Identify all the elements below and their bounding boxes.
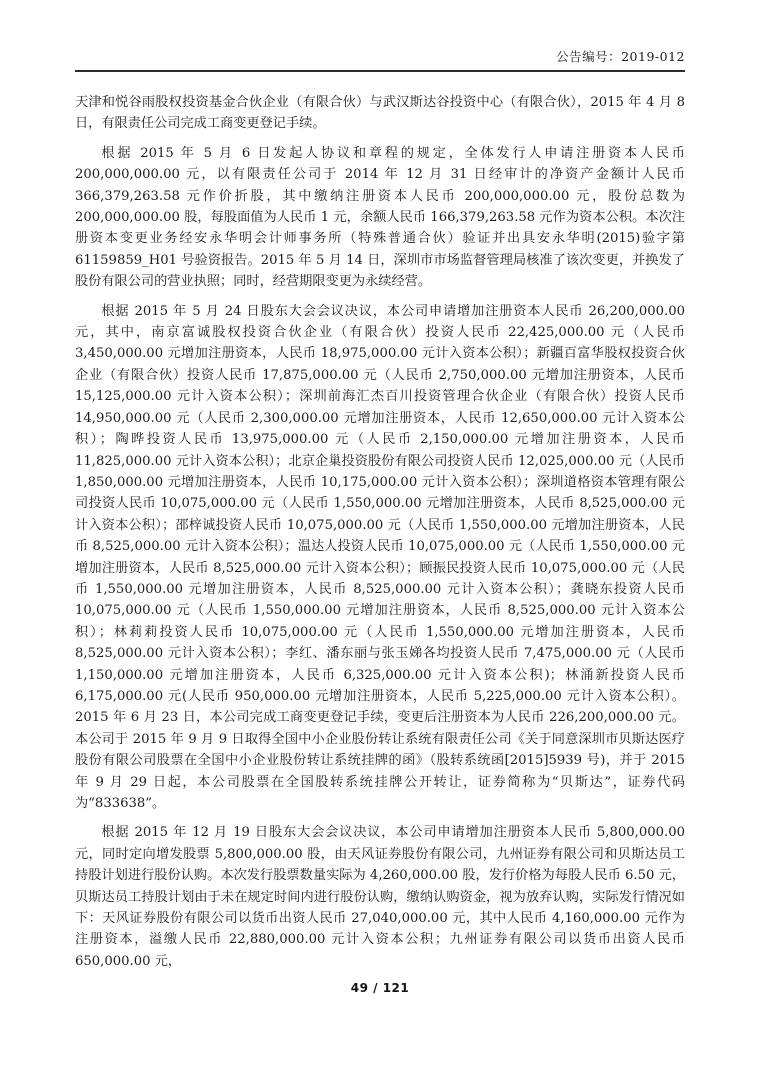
document-body bbox=[75, 92, 685, 980]
paragraph-capital-registration: 根据 2015 年 5 月 6 日发起人协议和章程的规定，全体发行人申请注册资本人民币 200,000,000.00 元，以有限责任公司于 2014 年 12 月 31 日经审计的净资产金额计人民币 366,379,263.58 元作价折股，其中缴纳注册资本人民币 200,000,000.00 元，股份总数为 200,000,000.00 股，每股面值为人民币 1 元，余额人民币 166,379,263.58 元作为资本公积。本次注册资本变更业务经安永华明会计师事务所（特殊普通合伙）验证并出具安永华明(2015)验字第 61159859_H01 号验资报告。2015 年 5 月 14 日，深圳市市场监督管理局核准了该次变更，并换发了股份有限公司的营业执照；同时，经营期限变更为永续经营。 bbox=[75, 145, 685, 290]
paragraph-capital-increase-2015-12: 根据 2015 年 12 月 19 日股东大会会议决议，本公司申请增加注册资本人民币 5,800,000.00 元，同时定向增发股票 5,800,000.00 股，由天风证券股份有限公司，九州证券有限公司和贝斯达员工持股计划进行股份认购。本次发行股票数量实际为 4,260,000.00 股，发行价格为每股人民币 6.50 元，贝斯达员工持股计划由于未在规定时间内进行股份认购，缴纳认购资金，视为放弃认购，实际发行情况如下：天风证券股份有限公司以货币出资人民币 27,040,000.00 元，其中人民币 4,160,000.00 元作为注册资本，溢缴人民币 22,880,000.00 元计入资本公积；九州证券有限公司以货币出资人民币 650,000.00 元， bbox=[75, 825, 685, 969]
paragraph-change-registration: 天津和悦谷雨股权投资基金合伙企业（有限合伙）与武汉斯达谷投资中心（有限合伙），2015 年 4 月 8 日，有限责任公司完成工商变更登记手续。 bbox=[75, 95, 685, 132]
announcement-number: 公告编号：2019-012 bbox=[556, 49, 685, 64]
paragraph-capital-increase-2015-05: 根据 2015 年 5 月 24 日股东大会会议决议，本公司申请增加注册资本人民币 26,200,000.00 元，其中，南京富诚股权投资合伙企业（有限合伙）投资人民币 22,425,000.00 元（人民币 3,450,000.00 元增加注册资本，人民币 18,975,000.00 元计入资本公积）；新疆百富华股权投资合伙企业（有限合伙）投资人民币 17,875,000.00 元（人民币 2,750,000.00 元增加注册资本，人民币 15,125,000.00 元计入资本公积）；深圳前海汇杰百川投资管理合伙企业（有限合伙）投资人民币 14,950,000.00 元（人民币 2,300,000.00 元增加注册资本，人民币 12,650,000.00 元计入资本公积）；陶晔投资人民币 13,975,000.00 元（人民币 2,150,000.00 元增加注册资本，人民币 11,825,000.00 元计入资本公积）；北京企巢投资股份有限公司投资人民币 12,025,000.00 元（人民币 1,850,000.00 元增加注册资本，人民币 10,175,000.00 元计入资本公积）；深圳道格资本管理有限公司投资人民币 10,075,000.00 元（人民币 1,550,000.00 元增加注册资本，人民币 8,525,000.00 元计入资本公积）；邵梓诚投资人民币 10,075,000.00 元（人民币 1,550,000.00 元增加注册资本，人民币 8,525,000.00 元计入资本公积）；温达人投资人民币 10,075,000.00 元（人民币 1,550,000.00 元增加注册资本，人民币 8,525,000.00 元计入资本公积）；顾振民投资人民币 10,075,000.00 元（人民币 1,550,000.00 元增加注册资本，人民币 8,525,000.00 元计入资本公积）；龚晓东投资人民币 10,075,000.00 元（人民币 1,550,000.00 元增加注册资本，人民币 8,525,000.00 元计入资本公积）；林莉莉投资人民币 10,075,000.00 元（人民币 1,550,000.00 元增加注册资本，人民币 8,525,000.00 元计入资本公积）；李红、潘东丽与张玉娣各均投资人民币 7,475,000.00 元（人民币 1,150,000.00 元增加注册资本，人民币 6,325,000.00 元计入资本公积)；林涌新投资人民币 6,175,000.00 元(人民币 950,000.00 元增加注册资本，人民币 5,225,000.00 元计入资本公积）。2015 年 6 月 23 日，本公司完成工商变更登记手续，变更后注册资本为人民币 226,200,000.00 元。本公司于 2015 年 9 月 9 日取得全国中小企业股份转让系统有限责任公司《关于同意深圳市贝斯达医疗股份有限公司股票在全国中小企业股份转让系统挂牌的函》（股转系统函[2015]5939 号)，并于 2015 年 9 月 29 日起，本公司股票在全国股转系统挂牌公开转让，证券简称为“贝斯达”，证券代码为“833638”。 bbox=[75, 303, 685, 811]
page-number: 49 / 121 bbox=[350, 981, 410, 995]
header-divider bbox=[75, 70, 685, 72]
